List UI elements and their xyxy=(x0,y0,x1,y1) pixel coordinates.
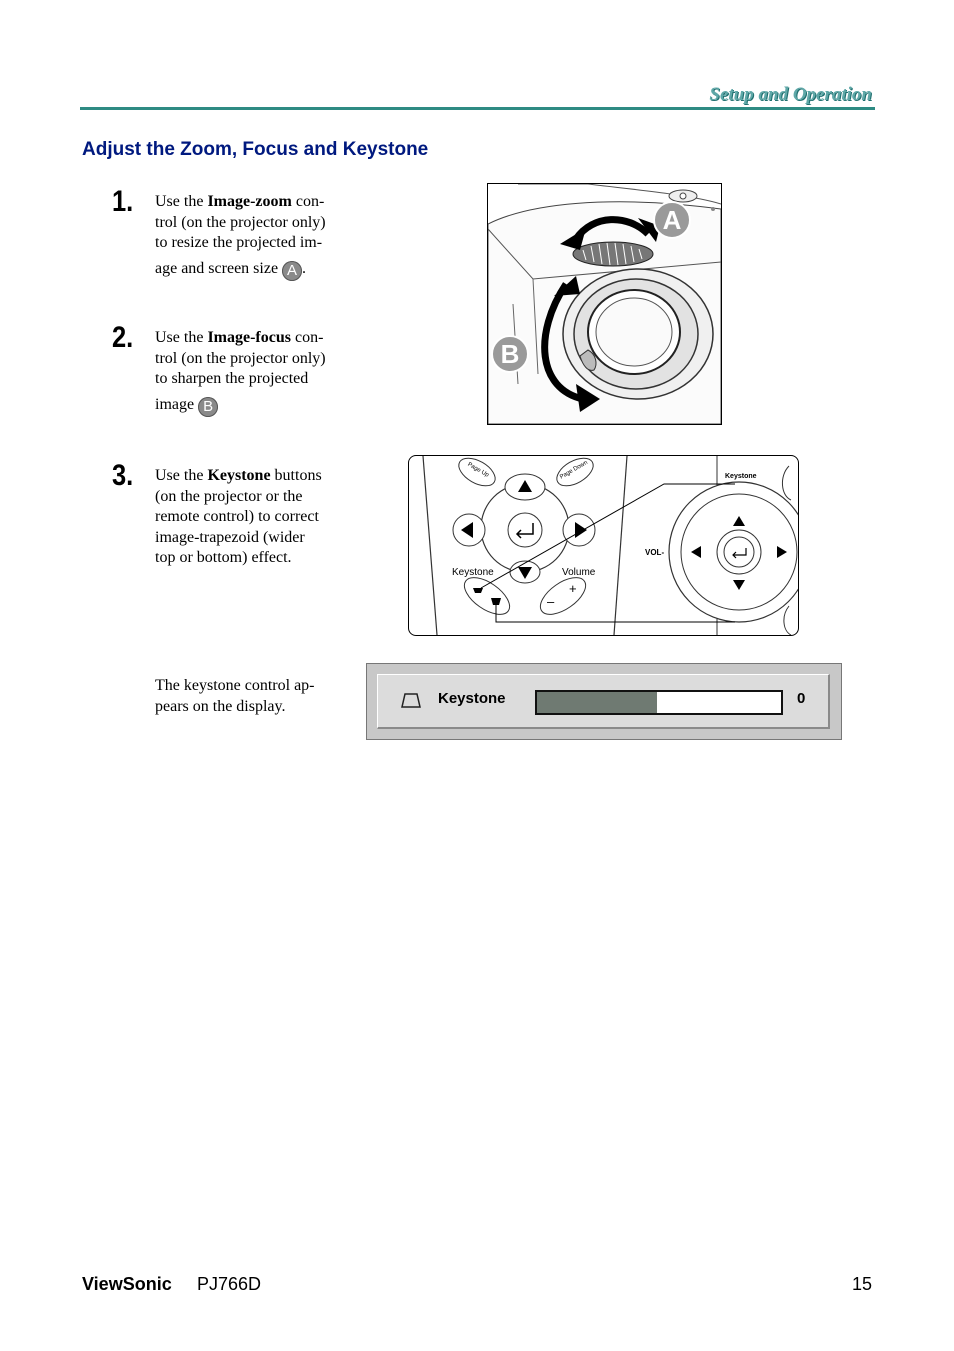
step-3-text xyxy=(155,466,360,569)
step-1-line-2: trol (on the projector only) xyxy=(155,213,326,231)
step-2-line-2: trol (on the projector only) xyxy=(155,349,326,367)
section-header: Setup and Operation xyxy=(709,84,872,105)
osd-panel xyxy=(377,674,830,729)
osd-slider-track[interactable] xyxy=(535,690,783,715)
step-1-text xyxy=(155,192,360,281)
figure-label-a: A xyxy=(662,205,682,235)
note-line-2: pears on the display. xyxy=(155,697,286,715)
step-3-line-5: top or bottom) effect. xyxy=(155,549,292,566)
step-1-line-4: age and screen size xyxy=(155,259,283,277)
figure-label-b: B xyxy=(500,339,520,369)
step-1-bold: Image-zoom xyxy=(207,193,292,210)
step-1-number: 1. xyxy=(112,185,134,218)
osd-keystone-label: Keystone xyxy=(438,690,506,707)
step-3-line-3: remote control) to correct xyxy=(155,508,319,525)
step-3-pre: Use the xyxy=(155,467,208,484)
volume-plus-label: + xyxy=(569,581,577,596)
step-2-line-3: to sharpen the projected xyxy=(155,370,309,387)
header-rule xyxy=(80,107,875,110)
step-2-bold: Image-focus xyxy=(207,329,291,346)
footer-brand: ViewSonic xyxy=(82,1274,172,1294)
keystone-osd xyxy=(366,663,842,740)
step-1-line-1: con- xyxy=(291,193,325,210)
page-number: 15 xyxy=(852,1274,873,1294)
step-3-line-1: buttons xyxy=(270,467,322,484)
volume-label: Volume xyxy=(562,567,596,578)
step-3-number: 3. xyxy=(112,459,134,492)
keystone-buttons-figure xyxy=(408,455,799,636)
keystone-note xyxy=(155,676,360,717)
keystone-right-label: Keystone xyxy=(725,473,757,480)
step-2-text xyxy=(155,328,360,417)
keystone-trapezoid-icon xyxy=(400,692,422,710)
osd-keystone-value: 0 xyxy=(797,690,806,707)
badge-a-icon: A xyxy=(282,261,302,281)
page-up-label: Page Up xyxy=(466,461,490,479)
page-down-label: Page Down xyxy=(559,459,589,481)
projector-lens-illustration xyxy=(488,184,721,424)
step-3-line-4: image-trapezoid (wider xyxy=(155,528,305,546)
step-1-end: . xyxy=(302,259,307,277)
step-1-line-3: to resize the projected im- xyxy=(155,234,323,251)
page-title: Adjust the Zoom, Focus and Keystone xyxy=(82,139,429,160)
keystone-left-label: Keystone xyxy=(452,567,494,578)
footer-model: PJ766D xyxy=(197,1274,262,1294)
step-2-number: 2. xyxy=(112,321,134,354)
osd-slider-fill xyxy=(537,692,657,713)
step-2-line-4: image xyxy=(155,395,199,413)
note-line-1: The keystone control ap- xyxy=(155,677,315,694)
step-3-line-2: (on the projector or the xyxy=(155,487,303,505)
step-2-pre: Use the xyxy=(155,329,208,346)
projector-lens-figure xyxy=(487,183,722,425)
badge-b-icon: B xyxy=(198,397,218,417)
keystone-buttons-illustration xyxy=(409,456,798,635)
step-1-pre: Use the xyxy=(155,193,208,210)
step-2-line-1: con- xyxy=(290,329,324,346)
vol-label: VOL- xyxy=(645,548,665,557)
volume-minus-label: – xyxy=(547,594,555,609)
step-3-bold: Keystone xyxy=(207,467,271,484)
